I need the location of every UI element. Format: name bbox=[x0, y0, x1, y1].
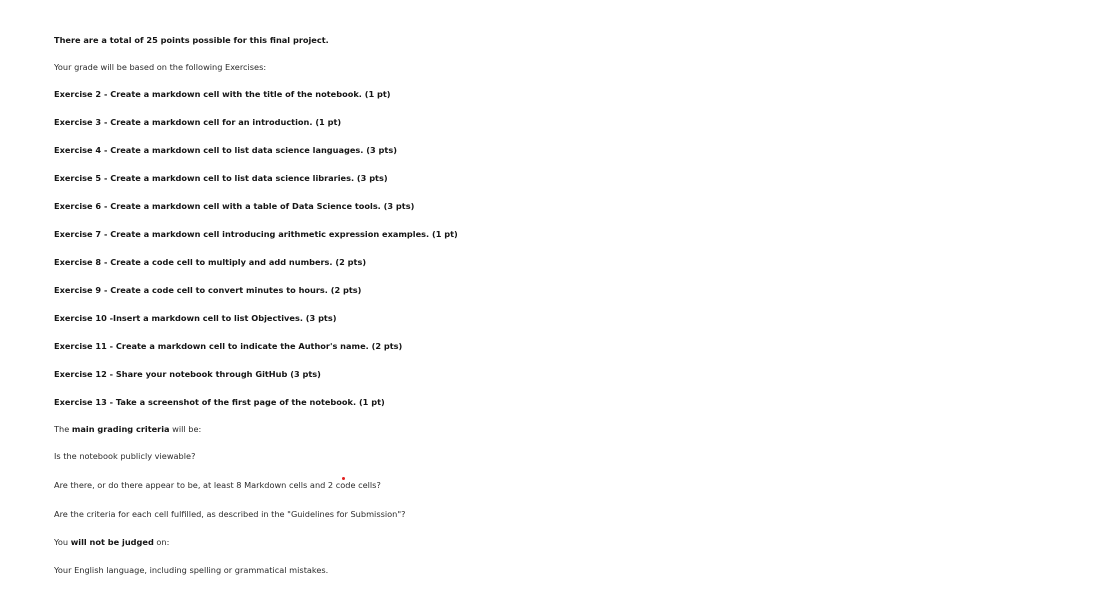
not-judged-language: Your English language, including spelling or grammatical mistakes. bbox=[54, 565, 329, 575]
grade-basis-text: Your grade will be based on the following Exercises: bbox=[54, 62, 267, 72]
points-total-text: There are a total of 25 points possible for this final project. bbox=[54, 35, 329, 45]
exercise-7-item: Exercise 7 - Create a markdown cell introducing arithmetic expression examples. (1 pt) bbox=[54, 229, 458, 239]
exercise-11-item: Exercise 11 - Create a markdown cell to indicate the Author's name. (2 pts) bbox=[54, 341, 403, 351]
exercise-12-item: Exercise 12 - Share your notebook through GitHub (3 pts) bbox=[54, 369, 321, 379]
exercise-6-item: Exercise 6 - Create a markdown cell with a table of Data Science tools. (3 pts) bbox=[54, 201, 415, 211]
exercise-9-item: Exercise 9 - Create a code cell to convert minutes to hours. (2 pts) bbox=[54, 285, 362, 295]
criteria-public-viewable: Is the notebook publicly viewable? bbox=[54, 451, 196, 461]
cursor-marker bbox=[342, 477, 345, 480]
not-judged-intro: You will not be judged on: bbox=[54, 537, 170, 547]
exercise-10-item: Exercise 10 -Insert a markdown cell to list Objectives. (3 pts) bbox=[54, 313, 337, 323]
exercise-2-item: Exercise 2 - Create a markdown cell with the title of the notebook. (1 pt) bbox=[54, 89, 391, 99]
exercise-5-item: Exercise 5 - Create a markdown cell to list data science libraries. (3 pts) bbox=[54, 173, 388, 183]
criteria-cells-fulfilled: Are the criteria for each cell fulfilled, as described in the "Guidelines for Submission"? bbox=[54, 509, 406, 519]
exercise-8-item: Exercise 8 - Create a code cell to multiply and add numbers. (2 pts) bbox=[54, 257, 367, 267]
grading-criteria-intro: The main grading criteria will be: bbox=[54, 424, 202, 434]
criteria-cell-count: Are there, or do there appear to be, at least 8 Markdown cells and 2 code cells? bbox=[54, 480, 381, 490]
exercise-13-item: Exercise 13 - Take a screenshot of the first page of the notebook. (1 pt) bbox=[54, 397, 385, 407]
exercise-3-item: Exercise 3 - Create a markdown cell for an introduction. (1 pt) bbox=[54, 117, 342, 127]
exercise-4-item: Exercise 4 - Create a markdown cell to list data science languages. (3 pts) bbox=[54, 145, 397, 155]
